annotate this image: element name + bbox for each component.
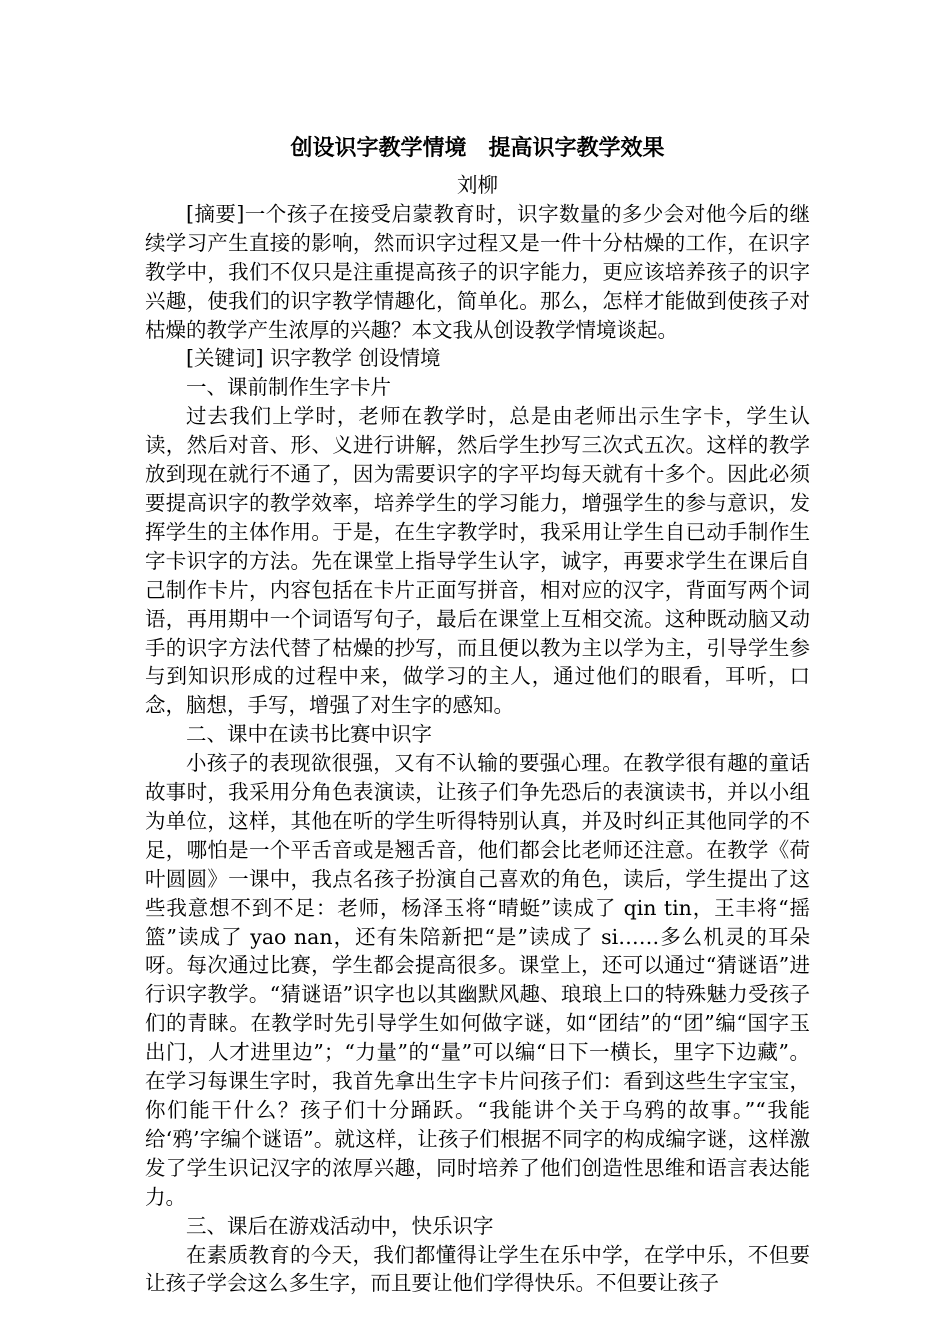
document-title: 创设识字教学情境 提高识字教学效果 bbox=[290, 135, 665, 161]
section-3-heading: 三、课后在游戏活动中，快乐识字 bbox=[186, 1213, 494, 1238]
document-author: 刘柳 bbox=[457, 173, 498, 197]
keywords-line: [关键词] 识字教学 创设情境 bbox=[186, 346, 441, 371]
section-2-heading: 二、课中在读书比赛中识字 bbox=[186, 722, 432, 747]
section-1-heading: 一、课前制作生字卡片 bbox=[186, 375, 391, 400]
section-2-paragraph: 小孩子的表现欲很强，又有不认输的要强心理。在教学很有趣的童话故事时，我采用分角色表演读，让孩子们争先恐后的表演读书，并以小组为单位，这样，其他在听的学生听得特别认真，并及时纠正其他同学的不足，哪怕是一个平舌音或是翘舌音，他们都会比老师还注意。在教学《荷叶圆圆》一课中，我点名孩子扮演自己喜欢的角色，读后，学生提出了这些我意想不到不足：老师，杨泽玉将“晴蜓”读成了 qin tin，王丰将“摇篮”读成了 yao nan，还有朱陪新把“是”读成了 si……多么机灵的耳朵呀。每次通过比赛，学生都会提高很多。课堂上，还可以通过“猜谜语”进行识字教学。“猜谜语”识字也以其幽默风趣、琅琅上口的特殊魅力受孩子们的青睐。在教学时先引导学生如何做字谜，如“团结”的“团”编“国字玉出门，人才进里边”；“力量”的“量”可以编“日下一横长，里字下边藏”。在学习每课生字时，我首先拿出生字卡片问孩子们：看到这些生字宝宝，你们能干什么？孩子们十分踊跃。“我能讲个关于乌鸦的故事。”“我能给‘鸦’字编个谜语”。就这样，让孩子们根据不同字的构成编字谜，这样激发了学生识记汉字的浓厚兴趣，同时培养了他们创造性思维和语言表达能力。 bbox=[145, 751, 810, 1209]
section-3-paragraph: 在素质教育的今天，我们都懂得让学生在乐中学，在学中乐，不但要让孩子学会这么多生字，而且要让他们学得快乐。不但要让孩子 bbox=[145, 1242, 810, 1296]
abstract-paragraph: [摘要]一个孩子在接受启蒙教育时，识字数量的多少会对他今后的继续学习产生直接的影响，然而识字过程又是一件十分枯燥的工作，在识字教学中，我们不仅只是注重提高孩子的识字能力，更应该培养孩子的识字兴趣，使我们的识字教学情趣化，简单化。那么，怎样才能做到使孩子对枯燥的教学产生浓厚的兴趣？本文我从创设教学情境谈起。 bbox=[145, 201, 810, 342]
section-1-paragraph: 过去我们上学时，老师在教学时，总是由老师出示生字卡，学生认读，然后对音、形、义进行讲解，然后学生抄写三次式五次。这样的教学放到现在就行不通了，因为需要识字的字平均每天就有十多个。因此必须要提高识字的教学效率，培养学生的学习能力，增强学生的参与意识，发挥学生的主体作用。于是，在生字教学时，我采用让学生自已动手制作生字卡识字的方法。先在课堂上指导学生认字，诚字，再要求学生在课后自己制作卡片，内容包括在卡片正面写拼音，相对应的汉字，背面写两个词语，再用期中一个词语写句子，最后在课堂上互相交流。这种既动脑又动手的识字方法代替了枯燥的抄写，而且便以教为主以学为主，引导学生参与到知识形成的过程中来，做学习的主人，通过他们的眼看，耳听，口念，脑想，手写，增强了对生字的感知。 bbox=[145, 404, 810, 718]
document-page bbox=[145, 133, 810, 1298]
